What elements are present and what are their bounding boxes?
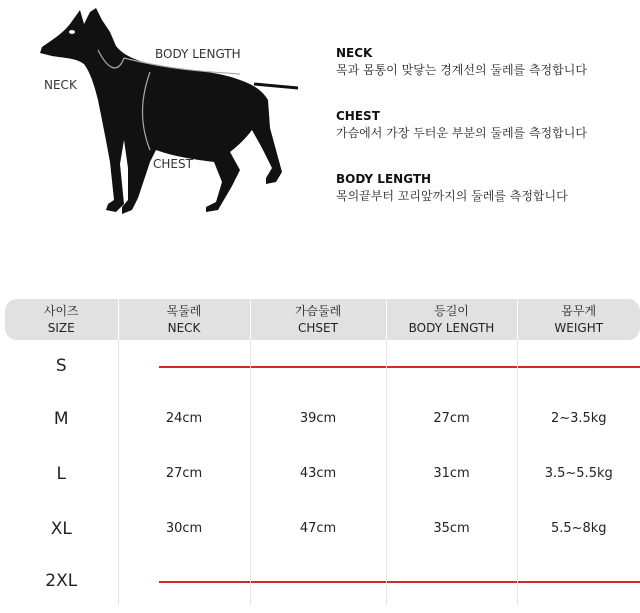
unavailable-line — [518, 556, 640, 605]
description-neck — [336, 45, 636, 79]
unavailable-line — [518, 340, 640, 391]
unavailable-line — [119, 340, 250, 391]
body-length-cell — [386, 340, 517, 391]
table-row — [5, 391, 640, 446]
dog-silhouette-icon — [0, 0, 330, 230]
diagram-label-body-length: BODY LENGTH — [155, 47, 241, 61]
header-label: WEIGHT — [554, 320, 604, 335]
neck-cell: 30cm — [118, 501, 250, 556]
weight-cell: 3.5~5.5kg — [517, 446, 640, 501]
body-length-cell: 35cm — [386, 501, 517, 556]
diagram-label-chest: CHEST — [153, 157, 193, 171]
header-body-length — [386, 299, 517, 340]
size-cell: 2XL — [45, 570, 78, 591]
description-title: BODY LENGTH — [336, 172, 432, 186]
neck-cell: 24cm — [118, 391, 250, 446]
size-cell: M — [53, 408, 69, 429]
unavailable-line — [387, 556, 517, 605]
neck-cell — [118, 340, 250, 391]
table-row — [5, 340, 640, 391]
header-label: 몸무게 — [561, 303, 597, 318]
size-cell: L — [56, 463, 66, 484]
table-row — [5, 556, 640, 605]
weight-cell — [517, 556, 640, 605]
header-label: BODY LENGTH — [408, 320, 495, 335]
table-row — [5, 446, 640, 501]
body-length-cell: 31cm — [386, 446, 517, 501]
description-text: 목과 몸통이 맞닿는 경계선의 둘레를 측정합니다 — [336, 63, 587, 77]
description-title: NECK — [336, 46, 373, 60]
header-label: 가슴둘레 — [294, 303, 342, 318]
description-text: 가슴에서 가장 두터운 부분의 둘레를 측정합니다 — [336, 126, 587, 140]
body-length-cell — [386, 556, 517, 605]
header-label: CHSET — [298, 320, 338, 335]
description-body-length — [336, 171, 636, 205]
table-row — [5, 501, 640, 556]
neck-cell: 27cm — [118, 446, 250, 501]
unavailable-line — [387, 340, 517, 391]
size-cell: S — [55, 355, 67, 376]
description-text: 목의끝부터 꼬리앞까지의 둘레를 측정합니다 — [336, 189, 568, 203]
header-size — [5, 299, 118, 340]
header-label: 사이즈 — [43, 303, 79, 318]
description-title: CHEST — [336, 109, 380, 123]
neck-cell — [118, 556, 250, 605]
size-chart-table — [5, 299, 640, 605]
header-neck — [118, 299, 250, 340]
body-length-cell: 27cm — [386, 391, 517, 446]
header-label: NECK — [167, 320, 201, 335]
chest-cell: 43cm — [250, 446, 386, 501]
diagram-label-neck: NECK — [44, 78, 77, 92]
header-label: 목둘레 — [166, 303, 202, 318]
description-chest — [336, 108, 636, 142]
unavailable-line — [251, 556, 386, 605]
chest-cell — [250, 340, 386, 391]
header-weight — [517, 299, 640, 340]
header-label: SIZE — [47, 320, 75, 335]
header-label: 등길이 — [434, 303, 469, 318]
table-header-row — [5, 299, 640, 340]
chest-cell: 39cm — [250, 391, 386, 446]
size-cell: XL — [50, 518, 72, 539]
weight-cell: 5.5~8kg — [517, 501, 640, 556]
chest-cell — [250, 556, 386, 605]
unavailable-line — [119, 556, 250, 605]
dog-measurement-diagram — [0, 0, 330, 230]
weight-cell: 2~3.5kg — [517, 391, 640, 446]
header-chest — [250, 299, 386, 340]
weight-cell — [517, 340, 640, 391]
unavailable-line — [251, 340, 386, 391]
chest-cell: 47cm — [250, 501, 386, 556]
